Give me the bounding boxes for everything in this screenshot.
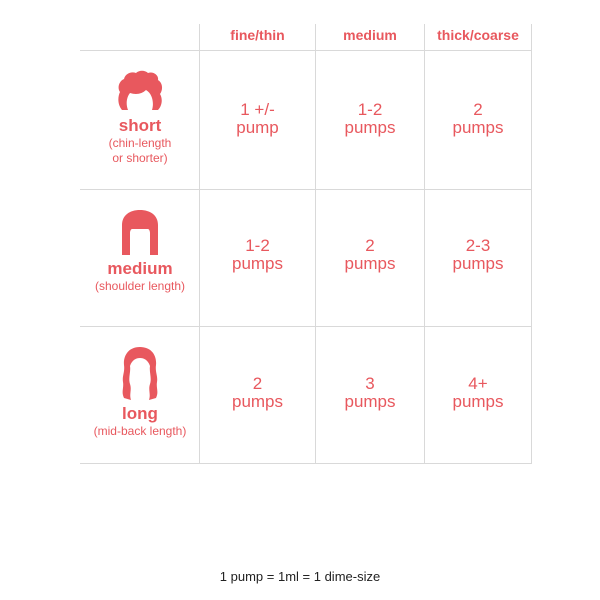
column-header-medium: medium — [343, 27, 397, 43]
cell-medium-fine: 1-2 pumps — [231, 236, 284, 273]
grid-line — [80, 326, 532, 327]
row-label-sub: (shoulder length) — [94, 279, 186, 293]
cell-long-medium: 3 pumps — [344, 374, 396, 411]
cell-medium-thick: 2-3 pumps — [452, 236, 504, 273]
grid-line — [531, 24, 532, 464]
row-label-name: medium — [107, 259, 173, 278]
cell-medium-medium: 2 pumps — [344, 236, 396, 273]
row-label-sub: (mid-back length) — [93, 424, 187, 438]
footer-note: 1 pump = 1ml = 1 dime-size — [219, 569, 381, 584]
long-wavy-hair-icon — [119, 346, 161, 402]
row-label-sub: (chin-length or shorter) — [108, 136, 172, 165]
row-label-name: long — [122, 404, 158, 423]
cell-long-fine: 2 pumps — [231, 374, 284, 411]
row-label-name: short — [118, 116, 162, 135]
row-label-short — [80, 70, 200, 166]
short-curly-hair-icon — [116, 70, 164, 114]
cell-long-thick: 4+ pumps — [452, 374, 504, 411]
column-header-fine: fine/thin — [230, 27, 285, 43]
cell-short-medium: 1-2 pumps — [344, 100, 396, 137]
row-label-long — [80, 346, 200, 439]
cell-short-thick: 2 pumps — [452, 100, 504, 137]
grid-line — [80, 189, 532, 190]
grid-line — [80, 463, 532, 464]
grid-line — [80, 50, 532, 51]
cell-short-fine: 1 +/- pump — [236, 100, 279, 137]
row-label-medium — [80, 209, 200, 294]
medium-straight-hair-icon — [118, 209, 162, 257]
column-header-thick: thick/coarse — [437, 27, 519, 43]
